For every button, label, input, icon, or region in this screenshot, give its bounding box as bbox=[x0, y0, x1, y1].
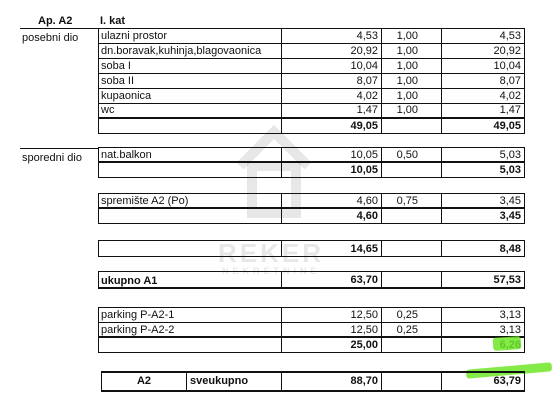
grid-line bbox=[98, 58, 525, 59]
grid-line bbox=[98, 147, 525, 148]
table-row-coef: 1,00 bbox=[396, 60, 418, 72]
highlight-mark bbox=[493, 336, 522, 351]
table-row-result: 5,03 bbox=[499, 149, 521, 161]
table-row-result: 3,13 bbox=[499, 309, 521, 321]
grid-line bbox=[381, 240, 382, 257]
grid-line bbox=[98, 28, 525, 29]
apartment-label: Ap. A2 bbox=[38, 15, 73, 27]
grid-line bbox=[524, 307, 525, 353]
table-row-name: spremište A2 (Po) bbox=[101, 195, 189, 207]
table-row-area: 10,05 bbox=[350, 149, 378, 161]
table-row-coef: 1,00 bbox=[396, 30, 418, 42]
ukupno-result: 57,53 bbox=[493, 274, 521, 286]
table-row-name: ulazni prostor bbox=[101, 30, 168, 42]
table-row-result: 4,02 bbox=[499, 90, 521, 102]
table-row-area: 20,92 bbox=[350, 45, 378, 57]
grid-line bbox=[98, 193, 99, 224]
table-row-area: 10,04 bbox=[350, 60, 378, 72]
table-row-coef: 1,00 bbox=[396, 104, 418, 116]
section-label-posebni: posebni dio bbox=[22, 32, 79, 44]
table-row-area: 8,07 bbox=[356, 75, 378, 87]
grid-line bbox=[98, 271, 99, 289]
grid-line bbox=[524, 240, 525, 257]
grid-line bbox=[98, 73, 525, 74]
table-row-coef: 1,00 bbox=[396, 90, 418, 102]
grand-total-unit: A2 bbox=[136, 375, 152, 387]
subtotal-result: 49,05 bbox=[493, 120, 521, 132]
table-row-result: 1,47 bbox=[499, 104, 521, 116]
grid-line bbox=[381, 271, 382, 289]
table-row-result: 20,92 bbox=[493, 45, 521, 57]
table-row-name: soba I bbox=[101, 60, 131, 72]
grid-line bbox=[98, 256, 525, 257]
table-row-coef: 0,25 bbox=[396, 324, 418, 336]
table-row-coef: 1,00 bbox=[396, 75, 418, 87]
table-row-area: 12,50 bbox=[350, 324, 378, 336]
table-row-result: 4,53 bbox=[499, 30, 521, 42]
grid-line bbox=[381, 371, 382, 392]
watermark-text: REKER bbox=[218, 238, 325, 268]
table-row-coef: 0,50 bbox=[396, 149, 418, 161]
table-row-name: nat.balkon bbox=[101, 149, 152, 161]
ukupno-area: 63,70 bbox=[350, 274, 378, 286]
ukupno-label: ukupno A1 bbox=[101, 275, 158, 287]
extra-total-area: 14,65 bbox=[350, 243, 378, 255]
table-row-result: 10,04 bbox=[493, 60, 521, 72]
grid-line bbox=[98, 223, 525, 224]
grid-line bbox=[98, 117, 525, 119]
grand-total-label: sveukupno bbox=[190, 375, 249, 387]
grid-line bbox=[524, 271, 525, 289]
table-row-name: kupaonica bbox=[101, 90, 152, 102]
table-row-name: wc bbox=[101, 104, 115, 116]
grid-line bbox=[98, 240, 525, 241]
table-row-name: parking P-A2-1 bbox=[101, 309, 175, 321]
grid-line bbox=[98, 271, 525, 272]
table-row-coef: 0,25 bbox=[396, 309, 418, 321]
table-row-area: 1,47 bbox=[356, 104, 378, 116]
table-row-coef: 1,00 bbox=[396, 45, 418, 57]
grid-line bbox=[98, 193, 525, 194]
grid-line bbox=[98, 307, 525, 308]
table-row-result: 3,45 bbox=[499, 195, 521, 207]
grand-total-area: 88,70 bbox=[350, 375, 378, 387]
grid-line bbox=[98, 43, 525, 44]
subtotal-area: 4,60 bbox=[356, 210, 378, 222]
table-row-area: 4,02 bbox=[356, 90, 378, 102]
grid-line bbox=[98, 207, 525, 209]
grid-line bbox=[98, 287, 525, 289]
subtotal-result: 5,03 bbox=[499, 164, 521, 176]
subtotal-result: 3,45 bbox=[499, 210, 521, 222]
grid-line bbox=[98, 177, 525, 178]
table-row-area: 4,60 bbox=[356, 195, 378, 207]
subtotal-area: 10,05 bbox=[350, 164, 378, 176]
table-row-result: 8,07 bbox=[499, 75, 521, 87]
grid-line bbox=[98, 322, 525, 323]
grid-line bbox=[98, 307, 99, 353]
section-label-sporedni: sporedni dio bbox=[22, 152, 82, 164]
table-row-name: dn.boravak,kuhinja,blagovaonica bbox=[101, 45, 262, 57]
grid-line bbox=[98, 88, 525, 89]
grid-line bbox=[98, 352, 525, 353]
floor-label: I. kat bbox=[100, 15, 126, 27]
extra-total-result: 8,48 bbox=[499, 243, 521, 255]
table-row-area: 4,53 bbox=[356, 30, 378, 42]
header-rule bbox=[20, 28, 98, 29]
table-row-name: parking P-A2-2 bbox=[101, 324, 175, 336]
table-row-area: 12,50 bbox=[350, 309, 378, 321]
grid-line bbox=[524, 193, 525, 224]
grid-line bbox=[98, 161, 525, 163]
grid-line bbox=[524, 147, 525, 178]
table-row-name: soba II bbox=[101, 75, 135, 87]
section-divider bbox=[20, 148, 98, 149]
subtotal-area: 49,05 bbox=[350, 120, 378, 132]
grand-total-result: 63,79 bbox=[493, 375, 521, 387]
table-row-coef: 0,75 bbox=[396, 195, 418, 207]
grid-line bbox=[98, 147, 99, 178]
grid-line bbox=[186, 371, 187, 392]
watermark-subtext: NEKRETNINE bbox=[222, 266, 321, 276]
subtotal-area: 25,00 bbox=[350, 339, 378, 351]
grid-line bbox=[98, 240, 99, 257]
grid-line bbox=[98, 133, 525, 134]
grid-line bbox=[98, 336, 525, 338]
table-row-result: 3,13 bbox=[499, 324, 521, 336]
